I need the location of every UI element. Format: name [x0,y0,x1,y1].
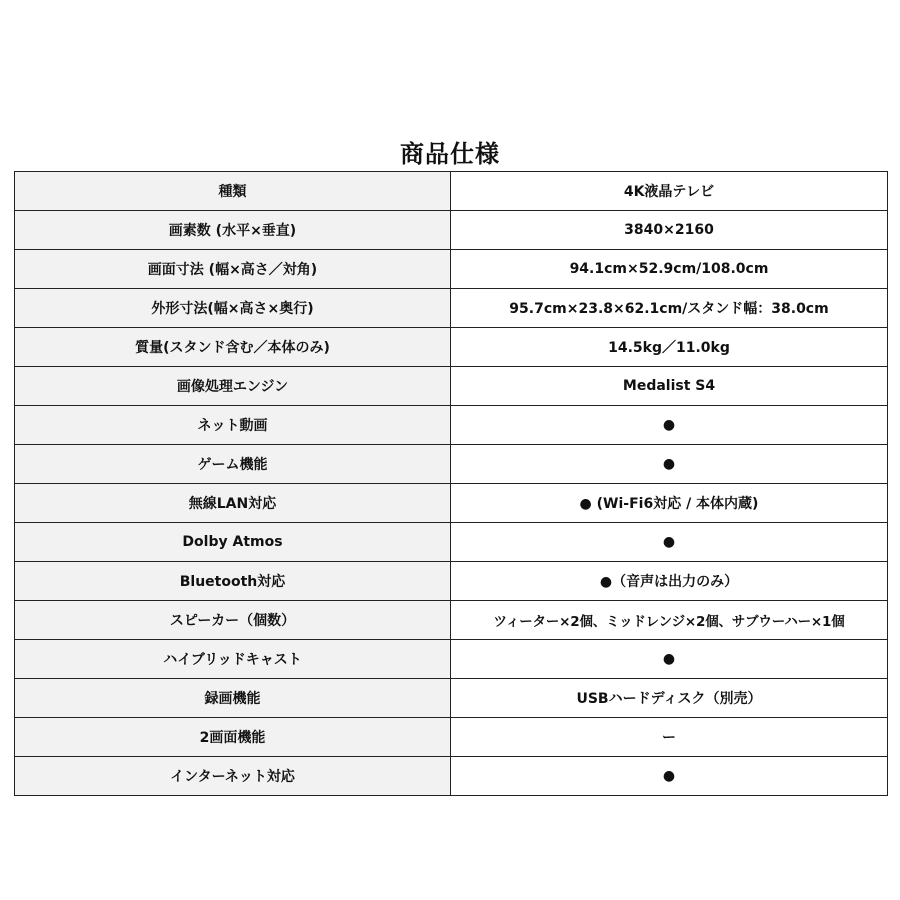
spec-label: 録画機能 [15,679,451,718]
table-row [15,757,888,796]
table-row [15,250,888,289]
spec-label: 質量(スタンド含む／本体のみ) [15,328,451,367]
spec-label: Bluetooth対応 [15,562,451,601]
spec-value: ● [451,523,888,562]
spec-label: スピーカー（個数） [15,601,451,640]
table-row [15,484,888,523]
table-row [15,718,888,757]
spec-value: ● [451,640,888,679]
spec-label: 無線LAN対応 [15,484,451,523]
table-row [15,445,888,484]
table-row [15,172,888,211]
spec-value: 94.1cm×52.9cm/108.0cm [451,250,888,289]
spec-value: Medalist S4 [451,367,888,406]
spec-value: ツィーター×2個、ミッドレンジ×2個、サブウーハー×1個 [451,601,888,640]
spec-label: 外形寸法(幅×高さ×奥行) [15,289,451,328]
spec-label: 種類 [15,172,451,211]
spec-value: ● [451,445,888,484]
spec-value: 95.7cm×23.8×62.1cm/スタンド幅：38.0cm [451,289,888,328]
spec-label: Dolby Atmos [15,523,451,562]
spec-label: 2画面機能 [15,718,451,757]
spec-label: ネット動画 [15,406,451,445]
spec-label: ゲーム機能 [15,445,451,484]
page-title: 商品仕様 [400,140,500,168]
spec-table [14,171,888,796]
spec-value: 4K液晶テレビ [451,172,888,211]
table-row [15,289,888,328]
spec-label: ハイブリッドキャスト [15,640,451,679]
spec-label: 画像処理エンジン [15,367,451,406]
spec-value: USBハードディスク（別売） [451,679,888,718]
table-row [15,679,888,718]
spec-value: ● [451,406,888,445]
table-row [15,211,888,250]
spec-value: ●（音声は出力のみ） [451,562,888,601]
spec-value: ● (Wi-Fi6対応 / 本体内蔵) [451,484,888,523]
table-row [15,523,888,562]
spec-value: ● [451,757,888,796]
table-row [15,328,888,367]
spec-value: 3840×2160 [451,211,888,250]
spec-value: ー [451,718,888,757]
table-row [15,562,888,601]
table-row [15,601,888,640]
spec-label: 画面寸法 (幅×高さ／対角) [15,250,451,289]
spec-value: 14.5kg／11.0kg [451,328,888,367]
table-row [15,640,888,679]
table-row [15,406,888,445]
spec-label: 画素数 (水平×垂直) [15,211,451,250]
table-row [15,367,888,406]
spec-label: インターネット対応 [15,757,451,796]
